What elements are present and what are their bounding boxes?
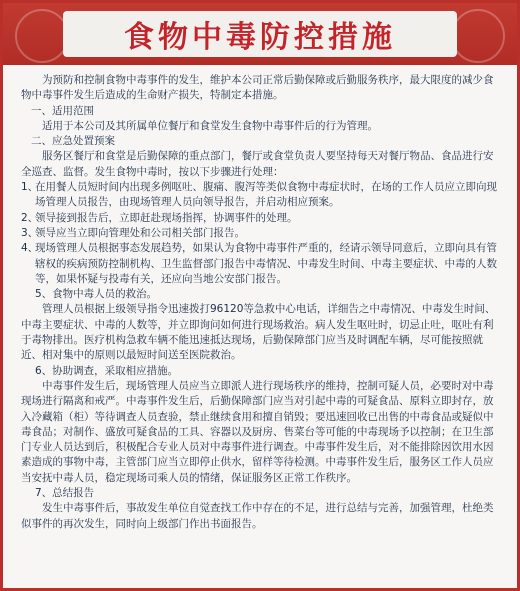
list-item-text: 领导应当立即向管理处和公司相关部门报告。: [35, 226, 245, 239]
intro-paragraph: 为预防和控制食物中毒事件的发生，维护本公司正常后勤保障或后勤服务秩序，最大限度的减少食物中毒事件发生后造成的生命财产损失，特制定本措施。: [21, 74, 494, 102]
list-item-text: 领导接到报告后，立即赶赴现场指挥，协调事件的处理。: [35, 211, 298, 224]
title-panel: [63, 11, 457, 57]
section-text-plan: 服务区餐厅和食堂是后勤保障的重点部门，餐厅或食堂负责人要坚持每天对餐厅物品、食品进行安全巡查、监督。发生食物中毒时，按以下步骤进行处理：: [21, 150, 494, 178]
section-text-summary: 发生中毒事件后，事故发生单位自觉查找工作中存在的不足，进行总结与完善，加强管理，杜绝类似事件的再次发生，同时向上级部门作出书面报告。: [21, 502, 494, 530]
section-text-treatment: 管理人员根据上级领导指令迅速拨打96120等急救中心电话，详细告之中毒情况、中毒发生时间、中毒主要症状、中毒的人数等，并立即询问如何进行现场救治。病人发生呕吐时，切忌止吐，呕吐有利于毒物排出。医疗机构急救车辆不能迅速抵达现场，后勤保障部门应当及时调配车辆，尽可能按照就近、相对集中的原则以最短时间送至医院救治。: [21, 303, 496, 362]
section-heading-scope: 一、适用范围: [31, 104, 94, 117]
notice-content: [21, 73, 501, 532]
section-heading-treatment: 5、食物中毒人员的救治。: [35, 288, 158, 301]
list-item: [21, 241, 501, 287]
section-heading-investigation: 6、协助调查，采取相应措施。: [35, 364, 179, 377]
list-item-text: 现场管理人员根据事态发展趋势，如果认为食物中毒事件严重的，经请示领导同意后，立即向具有管辖权的疾病预防控制机构、卫生监督部门报告中毒情况、中毒发生时间、中毒主要症状、中毒的人数等，如果怀疑与投毒有关，还应向当地公安部门报告。: [35, 242, 497, 285]
section-heading-plan: 二、应急处置预案: [31, 135, 115, 148]
list-item-text: 在用餐人员短时间内出现多例呕吐、腹痛、腹泻等类似食物中毒症状时，在场的工作人员应立即向现场管理人员报告，由现场管理人员向领导报告，并启动相应预案。: [35, 181, 497, 209]
section-text-investigation: 中毒事件发生后，现场管理人员应当立即派人进行现场秩序的维持，控制可疑人员，必要时对中毒现场进行隔离和戒严。中毒事件发生后，后勤保障部门应当对引起中毒的可疑食品、原料立即封存，放入冷藏箱（柜）等待调查人员查验，禁止继续食用和擅自销毁；要迅速回收已出售的中毒食品或疑似中毒食品；对制作、盛放可疑食品的工具、容器以及厨房、售菜台等可能的中毒现场予以控制；在卫生部门专业人员达到后，积极配合专业人员对中毒事件进行调查。中毒事件发生后，对不能排除因饮用水因素造成的事物中毒，主管部门应当立即停止供水，留样等待检测。中毒事件发生后，服务区工作人员应当安抚中毒人员，稳定现场司乘人员的情绪，保证服务区正常工作秩序。: [21, 379, 494, 484]
list-item: [21, 226, 501, 241]
list-item-number: 3、: [21, 226, 39, 239]
page-title: 食物中毒防控措施: [124, 20, 396, 55]
header-banner: [3, 3, 517, 65]
ornament-left-icon: [15, 9, 69, 63]
list-item: [21, 180, 501, 211]
list-item-number: 4、: [21, 242, 39, 255]
section-heading-summary: 7、总结报告: [35, 487, 95, 500]
ornament-right-icon: [451, 9, 505, 63]
list-item-number: 2、: [21, 211, 39, 224]
list-item-number: 1、: [21, 181, 39, 194]
section-text-scope: 适用于本公司及其所属单位餐厅和食堂发生食物中毒事件后的行为管理。: [42, 119, 378, 132]
list-item: [21, 211, 501, 226]
